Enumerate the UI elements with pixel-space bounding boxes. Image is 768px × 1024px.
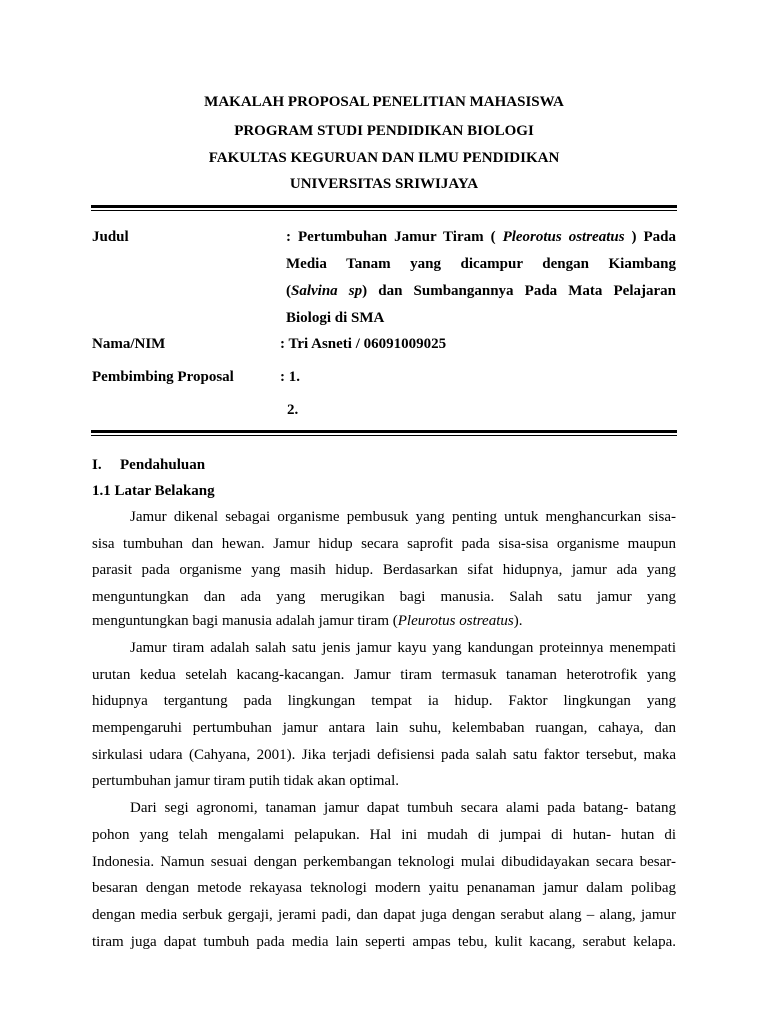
p3-line-4: besaran dengan metode rekayasa teknologi modern yaitu penanaman jamur dalam polibag xyxy=(92,880,676,896)
pembimbing-value-2: 2. xyxy=(287,402,299,418)
p3-line-2: pohon yang telah mengalami pelapukan. Hal ini mudah di jumpai di hutan- hutan di xyxy=(92,827,676,843)
nama-value: : Tri Asneti / 06091009025 xyxy=(280,336,447,352)
kiambang-species: Salvina sp xyxy=(291,283,363,299)
judul-line-4: Biologi di SMA xyxy=(286,310,385,326)
judul-line-1: : Pertumbuhan Jamur Tiram ( Pleorotus ostreatus ) Pada xyxy=(286,229,677,245)
header-line-4: UNIVERSITAS SRIWIJAYA xyxy=(289,176,479,192)
top-divider xyxy=(91,205,677,211)
p3-line-1: Dari segi agronomi, tanaman jamur dapat tumbuh secara alami pada batang- batang xyxy=(130,800,676,816)
judul-line-2: Media Tanam yang dicampur dengan Kiambang xyxy=(286,256,676,272)
nama-label: Nama/NIM xyxy=(92,336,166,352)
p1-line-5: menguntungkan bagi manusia adalah jamur tiram (Pleurotus ostreatus). xyxy=(92,613,523,629)
header-line-3: FAKULTAS KEGURUAN DAN ILMU PENDIDIKAN xyxy=(208,150,560,166)
p1-line-3: parasit pada organisme yang masih hidup. Berdasarkan sifat hidupnya, jamur ada yang xyxy=(92,562,676,578)
pembimbing-label: Pembimbing Proposal xyxy=(92,369,234,385)
p2-line-6: pertumbuhan jamur tiram putih tidak akan optimal. xyxy=(92,773,400,789)
p3-line-5: dengan media serbuk gergaji, jerami padi, dan dapat juga dengan serabut alang – alang, jamur xyxy=(92,907,676,923)
judul-label: Judul xyxy=(92,229,129,245)
p2-line-5: sirkulasi udara (Cahyana, 2001). Jika terjadi defisiensi pada salah satu faktor tersebut, maka xyxy=(92,747,676,763)
p3-line-3: Indonesia. Namun sesuai dengan perkembangan teknologi mulai dibudidayakan secara besar- xyxy=(92,854,676,870)
header-line-2: PROGRAM STUDI PENDIDIKAN BIOLOGI xyxy=(234,123,534,139)
p2-line-4: mempengaruhi pertumbuhan jamur antara lain suhu, kelembaban ruangan, cahaya, dan xyxy=(92,720,676,736)
chapter-number: I. xyxy=(92,457,102,473)
pleurotus-name: Pleurotus ostreatus xyxy=(397,613,514,629)
pembimbing-value-1: : 1. xyxy=(280,369,300,385)
judul-line-3: (Salvina sp) dan Sumbangannya Pada Mata Pelajaran xyxy=(286,283,677,299)
p1-line-1: Jamur dikenal sebagai organisme pembusuk yang penting untuk menghancurkan sisa- xyxy=(130,509,676,525)
bottom-divider xyxy=(91,430,677,436)
chapter-title: Pendahuluan xyxy=(120,457,206,473)
p2-line-1: Jamur tiram adalah salah satu jenis jamur kayu yang kandungan proteinnya menempati xyxy=(130,640,676,656)
p1-line-2: sisa tumbuhan dan hewan. Jamur hidup secara saprofit pada sisa-sisa organisme maupun xyxy=(92,536,676,552)
subsection-title: 1.1 Latar Belakang xyxy=(92,483,215,499)
p1-line-4: menguntungkan dan ada yang merugikan bagi manusia. Salah satu jamur yang xyxy=(92,589,676,605)
p3-line-6: tiram juga dapat tumbuh pada media lain seperti ampas tebu, kulit kacang, serabut kelapa. xyxy=(92,934,676,950)
p2-line-3: hidupnya tergantung pada lingkungan tempat ia hidup. Faktor lingkungan yang xyxy=(92,693,676,709)
p2-line-2: urutan kedua setelah kacang-kacangan. Jamur tiram termasuk tanaman heterotrofik yang xyxy=(92,667,676,683)
header-line-1: MAKALAH PROPOSAL PENELITIAN MAHASISWA xyxy=(204,94,564,110)
species-name: Pleorotus ostreatus xyxy=(502,229,625,245)
